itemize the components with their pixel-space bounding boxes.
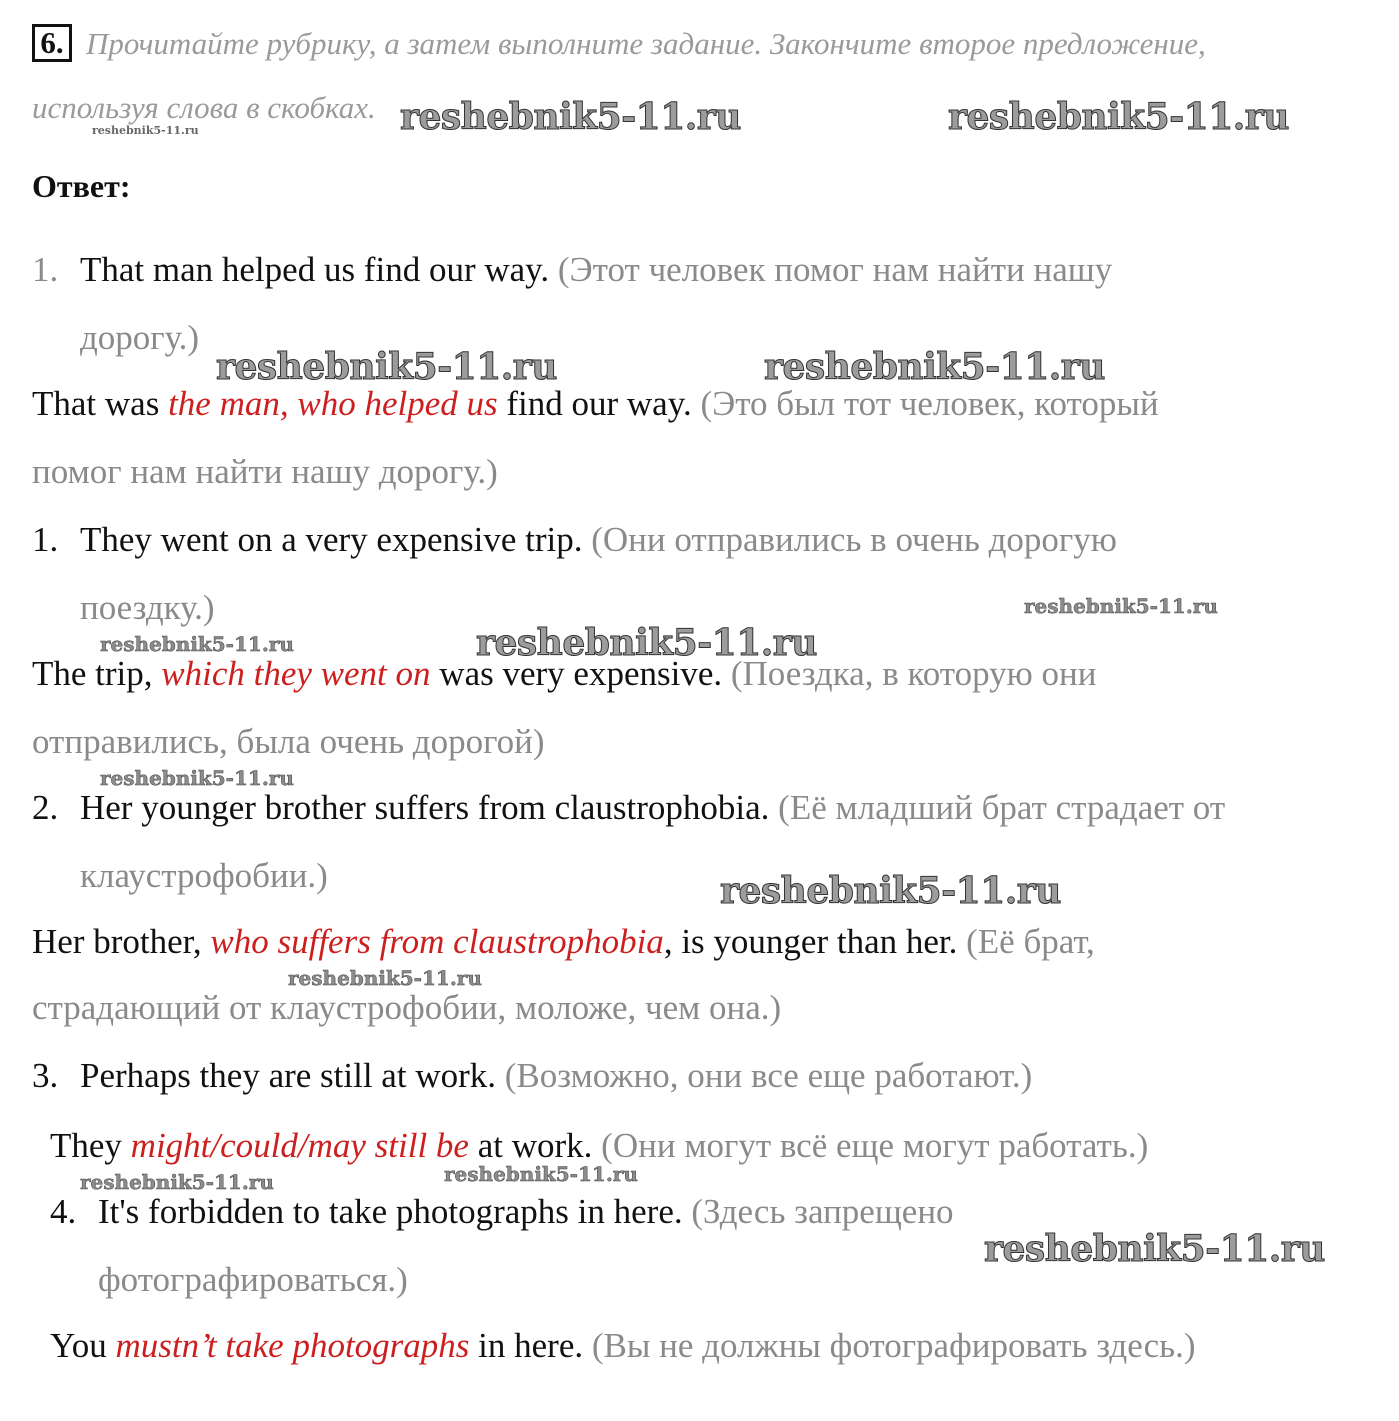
task-number: 6. — [32, 24, 72, 62]
answer-prefix: The trip, — [32, 654, 153, 693]
translation: (Они отправились в очень дорогую — [591, 520, 1117, 559]
watermark: reshebnik5-11.ru — [948, 96, 1289, 138]
item-number: 3. — [32, 1056, 59, 1095]
answer-prefix: They — [50, 1126, 122, 1165]
watermark: reshebnik5-11.ru — [216, 346, 557, 388]
answer-translation: (Её брат, — [966, 922, 1095, 961]
translation: поездку.) — [80, 588, 215, 627]
translation: фотографироваться.) — [98, 1260, 408, 1299]
translation: (Здесь запрещено — [691, 1192, 954, 1231]
watermark: reshebnik5-11.ru — [100, 632, 294, 656]
watermark: reshebnik5-11.ru — [100, 766, 294, 790]
watermark: reshebnik5-11.ru — [288, 966, 482, 990]
answer-suffix: in here. — [478, 1326, 584, 1365]
item-sentence — [80, 250, 1112, 290]
sentence: Perhaps they are still at work. — [80, 1056, 497, 1095]
translation: (Этот человек помог нам найти нашу — [557, 250, 1113, 289]
answer-sentence — [32, 654, 1096, 694]
instruction-line-2: используя слова в скобках. — [32, 90, 376, 125]
watermark: reshebnik5-11.ru — [720, 870, 1061, 912]
watermark: reshebnik5-11.ru — [1024, 594, 1218, 618]
answer-suffix: find our way. — [506, 384, 692, 423]
item-number: 1. — [32, 520, 59, 559]
watermark: reshebnik5-11.ru — [92, 124, 199, 137]
sentence: Her younger brother suffers from claustrophobia. — [80, 788, 770, 827]
watermark: reshebnik5-11.ru — [80, 1170, 274, 1194]
answer-sentence — [32, 922, 1095, 962]
answer-fill: might/could/may still be — [130, 1126, 469, 1165]
item-sentence — [98, 1192, 954, 1232]
watermark: reshebnik5-11.ru — [444, 1162, 638, 1186]
watermark: reshebnik5-11.ru — [984, 1228, 1325, 1270]
translation: клаустрофобии.) — [80, 856, 328, 895]
answer-translation: страдающий от клаустрофобии, моложе, чем она.) — [32, 988, 782, 1027]
answer-translation: (Это был тот человек, который — [700, 384, 1159, 423]
answer-sentence — [32, 384, 1159, 424]
answer-prefix: You — [50, 1326, 107, 1365]
sentence: That man helped us find our way. — [80, 250, 550, 289]
item-number: 2. — [32, 788, 59, 827]
answer-prefix: That was — [32, 384, 160, 423]
answer-fill: which they went on — [161, 654, 431, 693]
translation: дорогу.) — [80, 318, 200, 357]
answer-suffix: , is younger than her. — [663, 922, 958, 961]
list-item — [32, 250, 58, 290]
translation: (Её младший брат страдает от — [778, 788, 1226, 827]
sentence: It's forbidden to take photographs in here. — [98, 1192, 683, 1231]
item-sentence — [80, 520, 1117, 560]
answer-fill: who suffers from claustrophobia — [210, 922, 664, 961]
watermark: reshebnik5-11.ru — [400, 96, 741, 138]
answer-label: Ответ: — [32, 168, 131, 204]
item-sentence — [80, 1056, 1032, 1096]
answer-suffix: at work. — [477, 1126, 593, 1165]
instruction-line-1: Прочитайте рубрику, а затем выполните задание. Закончите второе предложение, — [86, 26, 1206, 61]
answer-suffix: was very expensive. — [439, 654, 723, 693]
watermark: reshebnik5-11.ru — [764, 346, 1105, 388]
item-number: 1. — [32, 250, 59, 289]
answer-fill: mustn’t take photographs — [115, 1326, 470, 1365]
item-sentence — [80, 788, 1225, 828]
answer-translation: помог нам найти нашу дорогу.) — [32, 452, 498, 491]
answer-translation: отправились, была очень дорогой) — [32, 722, 545, 761]
watermark: reshebnik5-11.ru — [476, 622, 817, 664]
answer-translation: (Они могут всё еще могут работать.) — [601, 1126, 1149, 1165]
answer-translation: (Поездка, в которую они — [730, 654, 1097, 693]
sentence: They went on a very expensive trip. — [80, 520, 583, 559]
answer-sentence — [50, 1326, 1196, 1366]
item-number: 4. — [50, 1192, 77, 1231]
answer-sentence — [50, 1126, 1148, 1166]
answer-translation: (Вы не должны фотографировать здесь.) — [591, 1326, 1196, 1365]
answer-prefix: Her brother, — [32, 922, 202, 961]
answer-fill: the man, who helped us — [168, 384, 498, 423]
translation: (Возможно, они все еще работают.) — [504, 1056, 1033, 1095]
